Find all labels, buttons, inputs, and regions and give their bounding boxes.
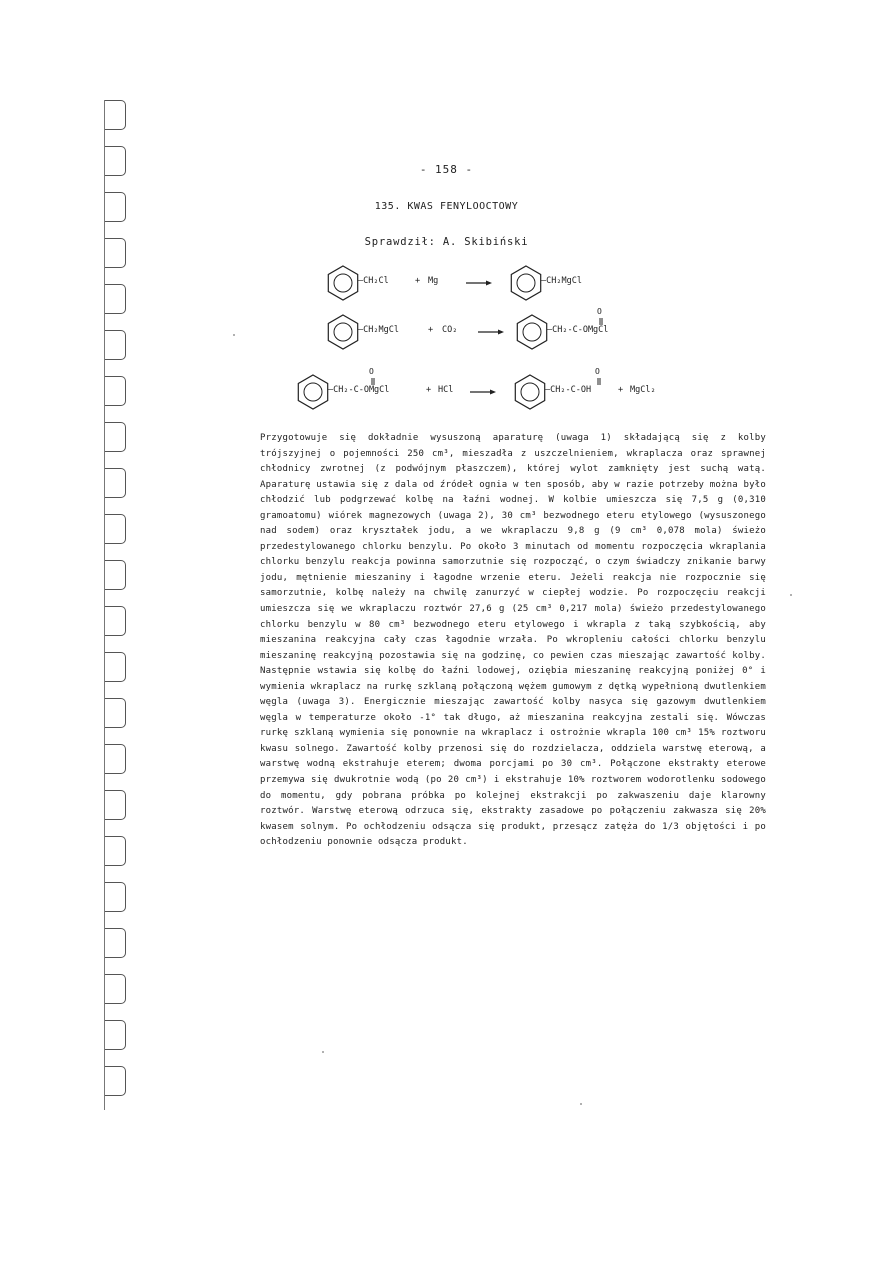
reaction-1-structures bbox=[300, 261, 660, 305]
byproduct: MgCl₂ bbox=[630, 385, 656, 395]
binding-ring bbox=[105, 606, 126, 636]
binding-ring bbox=[105, 284, 126, 314]
product: —CH₂-C-OMgCl bbox=[547, 325, 609, 335]
reactant-2: Mg bbox=[428, 276, 439, 286]
reactant-2: CO₂ bbox=[442, 325, 458, 335]
scan-speck bbox=[233, 334, 235, 336]
checked-by: Sprawdził: A. Skibiński bbox=[364, 236, 529, 248]
benzene-ring-icon bbox=[515, 375, 544, 409]
carbonyl-oxygen: O bbox=[595, 367, 600, 376]
binding-ring bbox=[105, 882, 126, 912]
reactant-1: —CH₂MgCl bbox=[358, 325, 399, 335]
binding-ring bbox=[105, 560, 126, 590]
reactant-1: —CH₂-C-OMgCl bbox=[328, 385, 390, 395]
reaction-equation-1 bbox=[300, 261, 660, 305]
carbonyl-oxygen: O bbox=[597, 307, 602, 316]
binding-ring bbox=[105, 514, 126, 544]
page-number: - 158 - bbox=[419, 163, 474, 176]
binding-ring bbox=[105, 100, 126, 130]
binding-ring bbox=[105, 652, 126, 682]
binding-ring bbox=[105, 698, 126, 728]
benzene-ring-icon bbox=[328, 266, 357, 300]
plus-sign: + bbox=[426, 385, 432, 395]
reaction-equation-3 bbox=[268, 367, 688, 414]
procedure-text: Przygotowuje się dokładnie wysuszoną aparaturę (uwaga 1) składającą się z kolby trójszyjnej o pojemności 250 cm³, mieszadła z uszczelnieniem, wkraplacza oraz sprawnej chłodnicy zwrotnej (z podwójnym płaszczem), której wylot zamknięty jest suchą watą. Aparaturę ustawia się z dala od źródeł ognia w ten sposób, aby w razie potrzeby można było chłodzić lub podgrzewać kolbę na łaźni wodnej. W kolbie umieszcza się 7,5 g (0,310 gramoatomu) wiórek magnezowych (uwaga 2), 30 cm³ bezwodnego eteru etylowego (wysuszonego nad sodem) oraz kryształek jodu, a we wkraplaczu 9,8 g (9 cm³ 0,078 mola) świeżo przedestylowanego chlorku benzylu. Po około 3 minutach od momentu rozpoczęcia wkraplania chlorku benzylu reakcja powinna samorzutnie się rozpocząć, o czym świadczy znikanie barwy jodu, mętnienie mieszaniny i łagodne wrzenie eteru. Jeżeli reakcja nie rozpocznie się samorzutnie, kolbę należy na chwilę zanurzyć w ciepłej wodzie. Po rozpoczęciu reakcji umieszcza się we wkraplaczu roztwór 27,6 g (25 cm³ 0,217 mola) świeżo przedestylowanego chlorku benzylu w 80 cm³ bezwodnego eteru etylowego i wkrapla z taką szybkością, aby mieszanina reakcyjna cały czas łagodnie wrzała. Po wkropleniu całości chlorku benzylu mieszaninę reakcyjną pozostawia się na godzinę, co pewien czas mieszając zawartość kolby. Następnie wstawia się kolbę do łaźni lodowej, oziębia mieszaninę reakcyjną poniżej 0° i wymienia wkraplacz na rurkę szklaną połączoną wężem gumowym z dętką wypełnioną dwutlenkiem węgla (uwaga 3). Energicznie mieszając zawartość kolby nasyca się gazowym dwutlenkiem węgla w temperaturze około -1° tak długo, aż mieszanina reakcyjna zestali się. Wówczas rurkę szklaną wymienia się ponownie na wkraplacz i ostrożnie wkrapla 100 cm³ 15% roztworu kwasu solnego. Zawartość kolby przenosi się do rozdzielacza, oddziela warstwę eterową, a warstwę wodną ekstrahuje eterem; dwoma porcjami po 30 cm³. Połączone ekstrakty eterowe przemywa się dwukrotnie wodą (po 20 cm³) i ekstrahuje 10% roztworem wodorotlenku sodowego do momentu, gdy pobrana próbka po kolejnej ekstrakcji po zakwaszeniu daje klarowny roztwór. Warstwę eterową odrzuca się, ekstrakty zasadowe po połączeniu zakwasza się 20% kwasem solnym. Po ochłodzeniu odsącza się produkt, przesącz zatęża do 1/3 objętości i po ochłodzeniu ponownie odsącza produkt. bbox=[260, 433, 766, 848]
plus-sign: + bbox=[415, 276, 421, 286]
binding-ring bbox=[105, 744, 126, 774]
binding-ring bbox=[105, 928, 126, 958]
scan-speck bbox=[790, 594, 792, 596]
binding-ring bbox=[105, 790, 126, 820]
benzene-ring-icon bbox=[328, 315, 357, 349]
binding-ring bbox=[105, 330, 126, 360]
spiral-binding bbox=[104, 100, 129, 1110]
page-title: 135. KWAS FENYLOOCTOWY bbox=[374, 201, 519, 212]
scan-speck bbox=[580, 1103, 582, 1105]
reactant-1: —CH₂Cl bbox=[358, 276, 389, 286]
binding-ring bbox=[105, 1066, 126, 1096]
binding-ring bbox=[105, 836, 126, 866]
plus-sign: + bbox=[428, 325, 434, 335]
binding-ring bbox=[105, 376, 126, 406]
plus-sign: + bbox=[618, 385, 624, 395]
binding-ring bbox=[105, 974, 126, 1004]
carbonyl-oxygen: O bbox=[369, 367, 374, 376]
scan-speck bbox=[322, 1051, 324, 1053]
product: —CH₂MgCl bbox=[541, 276, 582, 286]
binding-ring bbox=[105, 422, 126, 452]
benzene-ring-icon bbox=[298, 375, 327, 409]
benzene-ring-icon bbox=[517, 315, 546, 349]
reactant-2: HCl bbox=[438, 385, 454, 395]
binding-ring bbox=[105, 468, 126, 498]
product: —CH₂-C-OH bbox=[545, 385, 592, 395]
reaction-equation-2 bbox=[300, 307, 660, 354]
binding-ring bbox=[105, 1020, 126, 1050]
benzene-ring-icon bbox=[511, 266, 540, 300]
